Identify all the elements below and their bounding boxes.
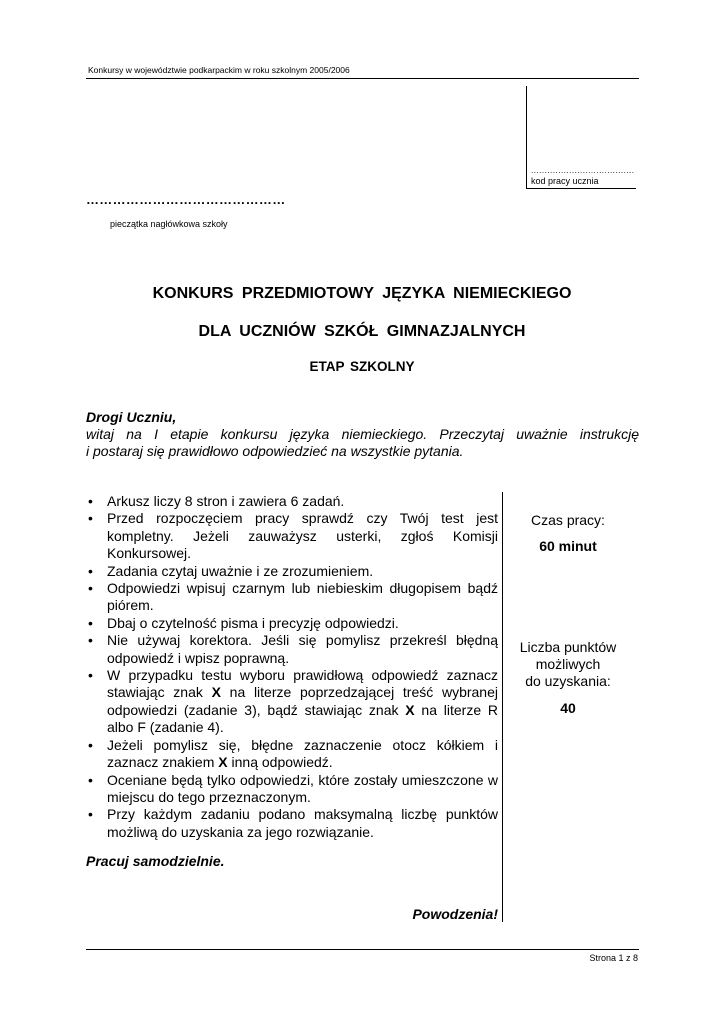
instruction-text: Nie używaj korektora. Jeśli się pomylisz przekreśl błędną odpowiedź i wpisz poprawną.: [107, 632, 498, 666]
instruction-text: Jeżeli pomylisz się, błędne zaznaczenie otocz kółkiem i zaznacz znakiem: [107, 736, 498, 771]
work-alone-text: Pracuj samodzielnie.: [86, 853, 225, 869]
instruction-item: [86, 667, 498, 737]
instruction-item: [86, 510, 498, 562]
points-label-line-3: do uzyskania:: [525, 673, 611, 689]
title-line-3: ETAP SZKOLNY: [309, 359, 415, 374]
intro-paragraph: [86, 426, 639, 460]
code-box-underline: [526, 188, 636, 189]
greeting: Drogi Uczniu,: [86, 409, 177, 425]
instruction-item: [86, 632, 498, 667]
points-label-line-1: Liczba punktów: [519, 639, 617, 655]
time-label: Czas pracy:: [531, 512, 605, 528]
instruction-text: Przed rozpoczęciem pracy sprawdź czy Twój test jest kompletny. Jeżeli zauważysz usterki, zgłoś Komisji Konkursowej.: [107, 510, 498, 562]
stamp-label: pieczątka nagłówkowa szkoły: [110, 219, 228, 229]
instruction-text: na literze R albo F (zadanie 4).: [107, 701, 498, 736]
code-box-vertical-line: [526, 86, 527, 188]
points-value: 40: [560, 700, 576, 716]
intro-line-2: i postaraj się prawidłowo odpowiedzieć na wszystkie pytania.: [86, 443, 464, 459]
header-text: Konkursy w województwie podkarpackim w roku szkolnym 2005/2006: [88, 65, 350, 75]
instruction-text: inną odpowiedź.: [227, 754, 333, 771]
title-line-2: DLA UCZNIÓW SZKÓŁ GIMNAZJALNYCH: [198, 323, 526, 340]
page-number: Strona 1 z 8: [589, 953, 638, 963]
mark-x: X: [218, 754, 228, 771]
stamp-dots: ………………………………………: [86, 192, 286, 207]
instruction-text: na literze poprzedzającej treść wybranej odpowiedzi (zadanie 3), bądź stawiając znak: [107, 684, 498, 718]
intro-line-1: witaj na I etapie konkursu języka niemieckiego. Przeczytaj uważnie instrukcję: [86, 426, 639, 442]
instruction-text: Przy każdym zadaniu podano maksymalną liczbę punktów możliwą do uzyskania za jego rozwiązanie.: [107, 806, 498, 840]
instruction-item: [86, 563, 498, 580]
instruction-text: W przypadku testu wyboru prawidłową odpowiedź zaznacz stawiając znak: [107, 667, 498, 701]
instruction-item: [86, 615, 498, 632]
footer-divider: [86, 949, 639, 950]
instructions-list: [86, 493, 498, 841]
mark-x: X: [211, 684, 221, 701]
instruction-text: Arkusz liczy 8 stron i zawiera 6 zadań.: [107, 493, 345, 509]
instruction-text: Dbaj o czytelność pisma i precyzję odpowiedzi.: [107, 614, 399, 631]
column-divider: [502, 492, 503, 922]
time-value: 60 minut: [539, 538, 597, 554]
points-label: [508, 639, 628, 690]
instruction-item: [86, 493, 498, 510]
code-box-dots: ......................................: [531, 166, 635, 175]
instruction-text: Oceniane będą tylko odpowiedzi, które zostały umieszczone w miejscu do tego przeznaczonym.: [107, 771, 498, 805]
code-box-label: kod pracy ucznia: [531, 176, 599, 186]
points-label-line-2: możliwych: [535, 656, 601, 672]
title-line-1: KONKURS PRZEDMIOTOWY JĘZYKA NIEMIECKIEGO: [152, 285, 572, 302]
instruction-item: [86, 806, 498, 841]
header-divider: [86, 78, 639, 79]
instruction-item: [86, 772, 498, 807]
instruction-text: Odpowiedzi wpisuj czarnym lub niebieskim długopisem bądź piórem.: [107, 580, 498, 614]
instruction-item: [86, 580, 498, 615]
good-luck-text: Powodzenia!: [412, 906, 498, 922]
mark-x: X: [405, 701, 415, 718]
instruction-item: [86, 737, 498, 772]
instruction-text: Zadania czytaj uważnie i ze zrozumieniem.: [107, 562, 374, 579]
